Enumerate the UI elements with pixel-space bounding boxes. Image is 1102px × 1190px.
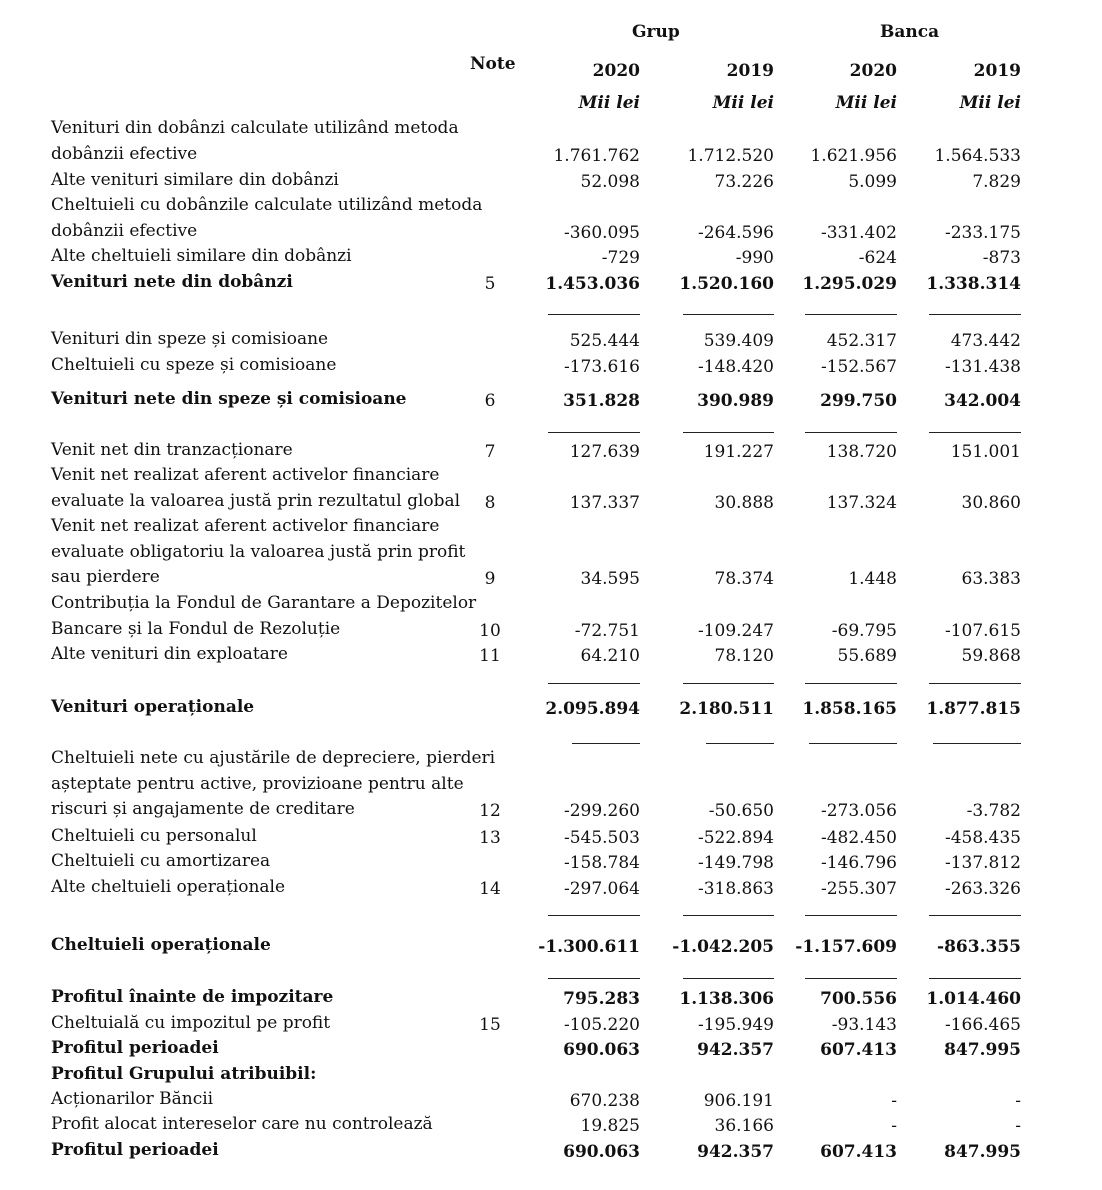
row-value: 452.317	[826, 331, 897, 351]
row-value: 1.621.956	[810, 145, 897, 166]
row-value: 34.595	[580, 569, 640, 589]
unit-header-group-2020: Mii lei	[578, 93, 640, 113]
row-value: 351.828	[563, 391, 640, 411]
subtotal-rule	[548, 314, 640, 315]
row-value: 847.995	[944, 1040, 1021, 1060]
row-label-line: Cheltuială cu impozitul pe profit	[51, 1013, 331, 1033]
row-value: -233.175	[944, 222, 1021, 243]
row-value: 7.829	[972, 172, 1021, 192]
row-value: -624	[858, 248, 897, 268]
subtotal-rule	[683, 978, 774, 979]
year-header-group-2020: 2020	[592, 61, 640, 81]
row-label-line: Alte venituri similare din dobânzi	[51, 170, 339, 190]
row-label-line: evaluate la valoarea justă prin rezultatul global	[51, 490, 461, 511]
row-label-line: riscuri și angajamente de creditare	[51, 799, 355, 819]
row-value: -109.247	[697, 620, 774, 641]
row-label-line: Venituri nete din speze și comisioane	[51, 389, 407, 409]
row-value: 78.120	[714, 646, 774, 666]
row-value: -195.949	[697, 1015, 774, 1035]
row-value: 191.227	[703, 442, 774, 462]
subtotal-rule	[548, 683, 640, 684]
row-value: 1.761.762	[553, 145, 640, 166]
row-value: -3.782	[966, 801, 1021, 821]
row-note: 10	[479, 620, 501, 641]
row-value: -69.795	[831, 620, 897, 641]
row-value: 1.014.460	[926, 989, 1021, 1009]
row-value: 59.868	[961, 646, 1021, 666]
row-value: -173.616	[563, 357, 640, 377]
subtotal-rule	[548, 915, 640, 916]
row-value: 19.825	[580, 1116, 640, 1136]
row-value: 1.338.314	[926, 274, 1021, 294]
row-value: 1.712.520	[687, 145, 774, 166]
row-value: 30.888	[714, 492, 774, 513]
row-value: -873	[982, 248, 1021, 268]
row-value: 906.191	[703, 1091, 774, 1111]
row-note: 12	[479, 801, 501, 821]
row-label-line: Cheltuieli cu speze și comisioane	[51, 355, 337, 375]
row-value: -50.650	[708, 801, 774, 821]
row-value: 525.444	[569, 331, 640, 351]
year-header-bank-2020: 2020	[849, 61, 897, 81]
row-value: 73.226	[714, 172, 774, 192]
row-value: 539.409	[703, 331, 774, 351]
row-label-line: Bancare și la Fondul de Rezoluție	[51, 618, 341, 639]
row-note: 15	[479, 1015, 501, 1035]
note-column-header: Note	[470, 54, 516, 74]
row-label-line: Profitul perioadei	[51, 1140, 219, 1160]
row-value: -458.435	[944, 828, 1021, 848]
row-value: -545.503	[563, 828, 640, 848]
row-label-line: Profitul înainte de impozitare	[51, 987, 334, 1007]
row-value: 1.295.029	[802, 274, 897, 294]
row-note: 14	[479, 879, 501, 899]
row-value: -331.402	[820, 222, 897, 243]
row-value: -318.863	[697, 879, 774, 899]
subtotal-rule	[805, 432, 897, 433]
row-value: 473.442	[950, 331, 1021, 351]
row-value: 1.520.160	[679, 274, 774, 294]
row-label-line: Cheltuieli operaționale	[51, 935, 271, 955]
row-label-line: sau pierdere	[51, 567, 160, 587]
row-value: 55.689	[837, 646, 897, 666]
row-value: 52.098	[580, 172, 640, 192]
row-value: 1.138.306	[679, 989, 774, 1009]
row-value: -297.064	[563, 879, 640, 899]
subtotal-rule	[548, 432, 640, 433]
row-value: -264.596	[697, 222, 774, 243]
subtotal-rule	[706, 743, 774, 744]
subtotal-rule	[683, 683, 774, 684]
row-value: -105.220	[563, 1015, 640, 1035]
row-value: 151.001	[950, 442, 1021, 462]
row-label-line: Profitul perioadei	[51, 1038, 219, 1058]
row-label-line: Acționarilor Băncii	[51, 1089, 214, 1109]
subtotal-rule	[929, 432, 1021, 433]
row-value: -360.095	[563, 222, 640, 243]
row-value: -152.567	[820, 357, 897, 377]
row-value: -1.157.609	[795, 937, 897, 957]
row-value: -273.056	[820, 801, 897, 821]
row-note: 13	[479, 828, 501, 848]
row-value: -299.260	[563, 801, 640, 821]
subtotal-rule	[809, 743, 897, 744]
row-value: 78.374	[714, 569, 774, 589]
subtotal-rule	[929, 915, 1021, 916]
row-label-line: Venit net din tranzacționare	[51, 440, 293, 460]
row-value: 690.063	[563, 1040, 640, 1060]
row-value: -158.784	[563, 853, 640, 873]
row-value: -131.438	[944, 357, 1021, 377]
subtotal-rule	[929, 978, 1021, 979]
row-value: 1.858.165	[802, 699, 897, 719]
row-note: 5	[484, 274, 496, 294]
subtotal-rule	[683, 432, 774, 433]
subtotal-rule	[548, 978, 640, 979]
row-label-line: Cheltuieli cu personalul	[51, 826, 257, 846]
row-value: -72.751	[574, 620, 640, 641]
row-value: 670.238	[569, 1091, 640, 1111]
row-label-line: Venit net realizat aferent activelor financiare	[51, 465, 440, 485]
row-value: 30.860	[961, 492, 1021, 513]
row-value: -146.796	[820, 853, 897, 873]
row-value: 138.720	[826, 442, 897, 462]
row-label-line: Profitul Grupului atribuibil:	[51, 1064, 317, 1084]
bank-column-header: Banca	[880, 22, 940, 42]
row-value: -1.042.205	[672, 937, 774, 957]
row-label-line: evaluate obligatoriu la valoarea justă prin profit	[51, 541, 466, 562]
row-value: -	[1015, 1091, 1021, 1111]
row-value: -729	[601, 248, 640, 268]
row-label-line: Cheltuieli cu dobânzile calculate utilizând metoda	[51, 195, 483, 215]
row-value: -93.143	[831, 1015, 897, 1035]
row-value: 847.995	[944, 1142, 1021, 1162]
row-value: -107.615	[944, 620, 1021, 641]
row-value: 390.989	[697, 391, 774, 411]
row-value: 5.099	[848, 172, 897, 192]
row-value: 64.210	[580, 646, 640, 666]
row-value: -	[891, 1116, 897, 1136]
row-value: 137.337	[569, 492, 640, 513]
row-label-line: Alte cheltuieli operaționale	[51, 877, 286, 897]
row-label-line: Venituri operaționale	[51, 697, 255, 717]
row-value: 63.383	[961, 569, 1021, 589]
row-note: 7	[484, 442, 496, 462]
row-value: 1.448	[848, 569, 897, 589]
subtotal-rule	[933, 743, 1021, 744]
row-value: -	[891, 1091, 897, 1111]
row-value: 127.639	[569, 442, 640, 462]
subtotal-rule	[572, 743, 640, 744]
row-value: -990	[735, 248, 774, 268]
row-value: -	[1015, 1116, 1021, 1136]
unit-header-group-2019: Mii lei	[712, 93, 774, 113]
row-label-line: Alte venituri din exploatare	[51, 644, 288, 664]
row-value: -482.450	[820, 828, 897, 848]
row-value: 607.413	[820, 1142, 897, 1162]
row-value: -148.420	[697, 357, 774, 377]
row-value: -149.798	[697, 853, 774, 873]
year-header-bank-2019: 2019	[973, 61, 1021, 81]
row-note: 9	[484, 569, 496, 589]
row-value: 690.063	[563, 1142, 640, 1162]
row-value: 700.556	[820, 989, 897, 1009]
row-value: -255.307	[820, 879, 897, 899]
row-value: -166.465	[944, 1015, 1021, 1035]
subtotal-rule	[683, 314, 774, 315]
row-label-line: Venituri din dobânzi calculate utilizând metoda	[51, 118, 459, 138]
row-value: 1.877.815	[926, 699, 1021, 719]
row-label-line: Venituri nete din dobânzi	[51, 272, 293, 292]
subtotal-rule	[805, 915, 897, 916]
subtotal-rule	[929, 683, 1021, 684]
row-value: 2.095.894	[545, 699, 640, 719]
group-column-header: Grup	[632, 22, 680, 42]
row-value: 36.166	[714, 1116, 774, 1136]
row-value: 137.324	[826, 492, 897, 513]
row-label-line: Cheltuieli nete cu ajustările de depreciere, pierderi	[51, 748, 496, 768]
row-value: 1.453.036	[545, 274, 640, 294]
row-label-line: Venituri din speze și comisioane	[51, 329, 329, 349]
row-label-line: așteptate pentru active, provizioane pentru alte	[51, 773, 464, 794]
subtotal-rule	[805, 978, 897, 979]
row-value: -263.326	[944, 879, 1021, 899]
row-label-line: Contribuția la Fondul de Garantare a Depozitelor	[51, 593, 477, 613]
row-value: 342.004	[944, 391, 1021, 411]
row-value: 942.357	[697, 1142, 774, 1162]
row-note: 8	[484, 492, 496, 513]
subtotal-rule	[683, 915, 774, 916]
row-value: 1.564.533	[934, 145, 1021, 166]
row-label-line: Venit net realizat aferent activelor financiare	[51, 516, 440, 536]
row-value: -137.812	[944, 853, 1021, 873]
row-value: -863.355	[937, 937, 1021, 957]
row-label-line: Alte cheltuieli similare din dobânzi	[51, 246, 352, 266]
row-label-line: Cheltuieli cu amortizarea	[51, 851, 271, 871]
row-value: 795.283	[563, 989, 640, 1009]
unit-header-bank-2019: Mii lei	[959, 93, 1021, 113]
row-label-line: Profit alocat intereselor care nu controlează	[51, 1114, 433, 1134]
row-value: -522.894	[697, 828, 774, 848]
subtotal-rule	[805, 683, 897, 684]
unit-header-bank-2020: Mii lei	[835, 93, 897, 113]
row-note: 6	[484, 391, 496, 411]
row-label-line: dobânzii efective	[51, 220, 198, 241]
subtotal-rule	[805, 314, 897, 315]
row-value: 2.180.511	[679, 699, 774, 719]
subtotal-rule	[929, 314, 1021, 315]
row-note: 11	[479, 646, 501, 666]
row-value: 299.750	[820, 391, 897, 411]
row-value: -1.300.611	[538, 937, 640, 957]
year-header-group-2019: 2019	[726, 61, 774, 81]
row-value: 942.357	[697, 1040, 774, 1060]
row-label-line: dobânzii efective	[51, 143, 198, 164]
row-value: 607.413	[820, 1040, 897, 1060]
